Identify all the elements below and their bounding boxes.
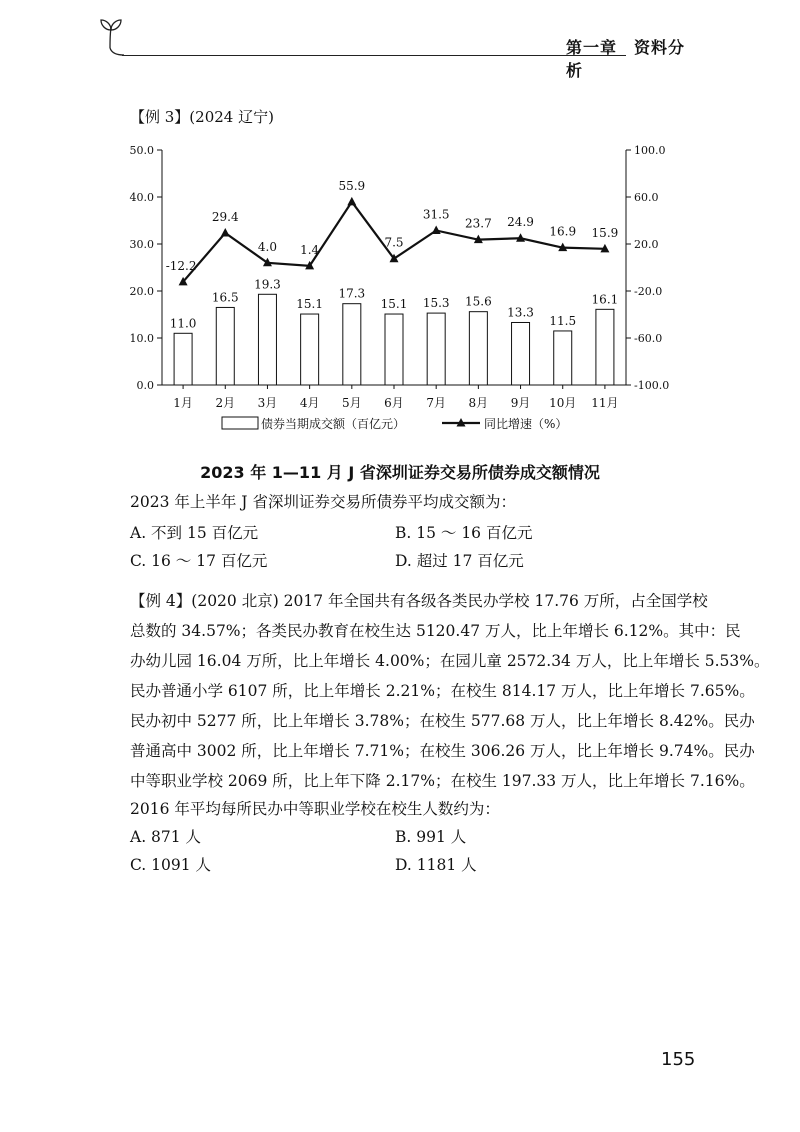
bar-value-label: 13.3 (507, 305, 534, 320)
example-4-passage (130, 586, 770, 796)
x-tick-label: 2月 (215, 396, 236, 410)
growth-value-label: -12.2 (165, 258, 197, 273)
x-tick-label: 4月 (299, 396, 320, 410)
bar-value-label: 16.5 (211, 290, 239, 305)
growth-point (347, 197, 356, 206)
passage-line: 民办普通小学 6107 所，比上年增长 2.21%；在校生 814.17 万人，比上年增长 7.65%。 (130, 682, 755, 700)
growth-value-label: 16.9 (549, 224, 577, 239)
left-tick-label: 20.0 (129, 285, 154, 298)
example-3-option-b[interactable]: B. 15 ～ 16 百亿元 (395, 524, 533, 542)
growth-value-label: 4.0 (257, 239, 278, 254)
legend-line-label: 同比增速（%） (484, 417, 568, 431)
example-4-question: 2016 年平均每所民办中等职业学校在校生人数约为： (130, 800, 500, 818)
bar-value-label: 15.1 (296, 297, 323, 312)
x-tick-label: 1月 (173, 396, 193, 410)
example-4-option-b[interactable]: B. 991 人 (395, 828, 467, 846)
growth-value-label: 31.5 (422, 207, 450, 222)
growth-value-label: 29.4 (211, 209, 239, 224)
bar (554, 331, 572, 385)
passage-line: 【例 4】(2020 北京) 2017 年全国共有各级各类民办学校 17.76 万所，占全国学校 (130, 592, 708, 610)
chapter-title: 第一章 资料分析 (566, 38, 686, 80)
bar (301, 314, 319, 385)
growth-point (432, 225, 441, 234)
bar (512, 322, 530, 385)
bar (174, 333, 192, 385)
x-tick-label: 8月 (468, 396, 489, 410)
right-tick-label: 100.0 (634, 144, 666, 157)
example-3-tag: 【例 3】(2024 辽宁) (130, 108, 274, 126)
passage-line: 中等职业学校 2069 所，比上年下降 2.17%；在校生 197.33 万人，比上年增长 7.16%。 (130, 772, 755, 790)
bar-value-label: 16.1 (591, 292, 619, 307)
bond-turnover-chart (120, 128, 680, 440)
bar-value-label: 15.3 (422, 296, 450, 311)
x-tick-label: 3月 (257, 396, 278, 410)
left-tick-label: 10.0 (129, 332, 154, 345)
bar (258, 294, 276, 385)
growth-value-label: 24.9 (507, 215, 534, 230)
bar-value-label: 11.0 (169, 316, 197, 331)
growth-value-label: 23.7 (465, 216, 492, 231)
x-tick-label: 11月 (591, 396, 619, 410)
x-tick-label: 10月 (549, 396, 577, 410)
legend-bar-swatch (222, 417, 258, 429)
growth-point (221, 228, 230, 237)
bar-value-label: 15.1 (380, 297, 408, 312)
passage-line: 民办初中 5277 所，比上年增长 3.78%；在校生 577.68 万人，比上年增长 8.42%。民办 (130, 712, 755, 730)
legend-bar-label: 债券当期成交额（百亿元） (261, 417, 406, 431)
sprout-icon (96, 14, 126, 58)
growth-value-label: 7.5 (384, 235, 404, 250)
growth-value-label: 15.9 (591, 225, 619, 240)
x-tick-label: 7月 (426, 396, 447, 410)
growth-value-label: 55.9 (338, 178, 366, 193)
left-tick-label: 0.0 (136, 379, 154, 392)
bar (385, 314, 403, 385)
chart-title: 2023 年 1—11 月 J 省深圳证券交易所债券成交额情况 (200, 463, 600, 482)
left-tick-label: 40.0 (129, 191, 154, 204)
bar (469, 312, 487, 385)
passage-line: 普通高中 3002 所，比上年增长 7.71%；在校生 306.26 万人，比上年增长 9.74%。民办 (130, 742, 755, 760)
page-number: 155 (661, 1049, 696, 1070)
bar (427, 313, 445, 385)
x-tick-label: 9月 (510, 396, 531, 410)
left-tick-label: 30.0 (129, 238, 154, 251)
bar (596, 309, 614, 385)
bar-value-label: 11.5 (549, 313, 577, 328)
x-tick-label: 5月 (341, 396, 362, 410)
right-tick-label: 20.0 (634, 238, 659, 251)
header-rule (122, 55, 626, 56)
passage-line: 办幼儿园 16.04 万所，比上年增长 4.00%；在园儿童 2572.34 万人，比上年增长 5.53%。 (130, 652, 770, 670)
x-tick-label: 6月 (384, 396, 404, 410)
example-4-option-d[interactable]: D. 1181 人 (395, 856, 477, 874)
example-4-option-c[interactable]: C. 1091 人 (130, 856, 212, 874)
right-tick-label: -100.0 (634, 379, 670, 392)
example-3-question: 2023 年上半年 J 省深圳证券交易所债券平均成交额为： (130, 493, 516, 511)
growth-value-label: 1.4 (300, 242, 320, 257)
bar-value-label: 19.3 (254, 277, 281, 292)
right-tick-label: 60.0 (634, 191, 659, 204)
bar-value-label: 17.3 (338, 286, 366, 301)
right-tick-label: -20.0 (634, 285, 663, 298)
left-tick-label: 50.0 (129, 144, 154, 157)
page-header (96, 14, 696, 80)
bar (216, 307, 234, 385)
bar-value-label: 15.6 (465, 294, 492, 309)
right-tick-label: -60.0 (634, 332, 663, 345)
bar (343, 304, 361, 385)
passage-line: 总数的 34.57%；各类民办教育在校生达 5120.47 万人，比上年增长 6.12%。其中：民 (130, 622, 741, 640)
example-4-option-a[interactable]: A. 871 人 (130, 828, 202, 846)
example-3-option-a[interactable]: A. 不到 15 百亿元 (130, 524, 259, 542)
example-3-option-d[interactable]: D. 超过 17 百亿元 (395, 552, 524, 570)
example-3-option-c[interactable]: C. 16 ～ 17 百亿元 (130, 552, 268, 570)
